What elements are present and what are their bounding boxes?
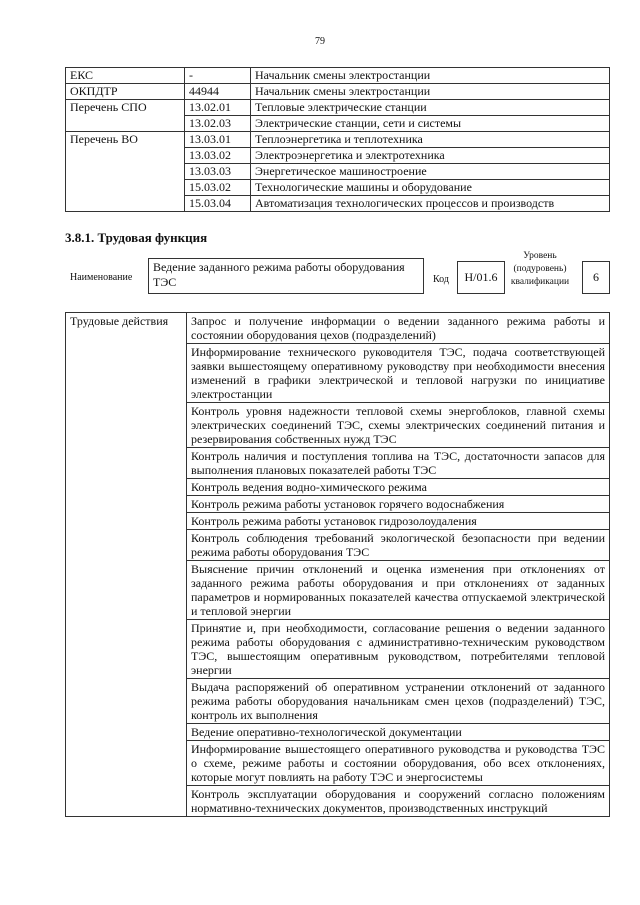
labor-action: Контроль режима работы установок гидрозолоудаления — [187, 513, 610, 530]
classifier-code: 13.03.01 — [185, 132, 251, 148]
classifier-code: 13.02.01 — [185, 100, 251, 116]
labor-action: Выяснение причин отклонений и оценка изменения при отклонениях от заданного режима работы оборудования и при отклонениях от заданных параметров и нормированных показателей качества отпускаемой электрической и тепловой энергии — [187, 561, 610, 620]
table-row — [66, 132, 610, 148]
labor-action: Информирование вышестоящего оперативного руководства и руководства ТЭС о схеме, режиме работы и состоянии оборудования, обо всех отклонениях, которые могут повлиять на работу ТЭС и энергосистемы — [187, 741, 610, 786]
labor-actions-label: Трудовые действия — [66, 313, 187, 817]
labor-action: Ведение оперативно-технологической документации — [187, 724, 610, 741]
classifier-title: Технологические машины и оборудование — [251, 180, 610, 196]
table-row — [66, 68, 610, 84]
classifier-code: 13.03.02 — [185, 148, 251, 164]
labor-action: Запрос и получение информации о ведении заданного режима работы и состоянии оборудования цехов (подразделений) — [187, 313, 610, 344]
classifier-code: 13.02.03 — [185, 116, 251, 132]
classifier-name: ЕКС — [66, 68, 185, 84]
level-label-line: (подуровень) — [513, 264, 567, 274]
classifier-title: Начальник смены электростанции — [251, 84, 610, 100]
function-code: Н/01.6 — [457, 261, 505, 294]
classifier-table — [65, 67, 610, 212]
labor-action: Выдача распоряжений об оперативном устранении отклонений от заданного режима работы оборудования начальникам смен цехов (подразделений) ТЭС, контроль их выполнения — [187, 679, 610, 724]
qualification-level: 6 — [582, 261, 610, 294]
classifier-name: Перечень СПО — [66, 100, 185, 132]
classifier-code: 15.03.04 — [185, 196, 251, 212]
table-row — [66, 84, 610, 100]
labor-action: Принятие и, при необходимости, согласование решения о ведении заданного режима работы оборудования с административно-техническим руководством ТЭС, вышестоящим оперативным руководством, потребителями тепловой энергии — [187, 620, 610, 679]
labor-actions-table — [65, 312, 610, 817]
classifier-name: Перечень ВО — [66, 132, 185, 212]
classifier-title: Автоматизация технологических процессов и производств — [251, 196, 610, 212]
labor-action: Контроль соблюдения требований экологической безопасности при ведении режима работы оборудования ТЭС — [187, 530, 610, 561]
labor-action: Контроль уровня надежности тепловой схемы энергоблоков, главной схемы электрических соединений ТЭС, схемы электрических соединений питания и резервирования собственных нужд ТЭС — [187, 403, 610, 448]
section-title: 3.8.1. Трудовая функция — [65, 230, 208, 245]
page-number: 79 — [315, 36, 325, 47]
classifier-title: Теплоэнергетика и теплотехника — [251, 132, 610, 148]
table-row — [66, 100, 610, 116]
labor-action: Контроль режима работы установок горячего водоснабжения — [187, 496, 610, 513]
name-label: Наименование — [70, 272, 133, 283]
labor-action: Контроль эксплуатации оборудования и сооружений согласно положениям нормативно-технических документов, производственных инструкций — [187, 786, 610, 817]
code-label: Код — [433, 274, 449, 285]
classifier-code: 13.03.03 — [185, 164, 251, 180]
classifier-code: 44944 — [185, 84, 251, 100]
labor-action: Контроль ведения водно-химического режима — [187, 479, 610, 496]
labor-action: Информирование технического руководителя ТЭС, подача соответствующей заявки вышестоящему оперативному руководству при необходимости внесения изменений в графики электрической и тепловой нагрузки по инициативе электростанции — [187, 344, 610, 403]
classifier-title: Начальник смены электростанции — [251, 68, 610, 84]
classifier-title: Электрические станции, сети и системы — [251, 116, 610, 132]
level-label-line: Уровень — [523, 251, 557, 261]
classifier-title: Тепловые электрические станции — [251, 100, 610, 116]
qualification-level-label — [506, 250, 574, 289]
classifier-code: - — [185, 68, 251, 84]
table-row — [66, 313, 610, 344]
function-name: Ведение заданного режима работы оборудования ТЭС — [148, 258, 424, 294]
classifier-code: 15.03.02 — [185, 180, 251, 196]
labor-action: Контроль наличия и поступления топлива на ТЭС, достаточности запасов для выполнения плановых показателей работы ТЭС — [187, 448, 610, 479]
classifier-title: Электроэнергетика и электротехника — [251, 148, 610, 164]
classifier-name: ОКПДТР — [66, 84, 185, 100]
level-label-line: квалификации — [510, 277, 570, 287]
classifier-title: Энергетическое машиностроение — [251, 164, 610, 180]
